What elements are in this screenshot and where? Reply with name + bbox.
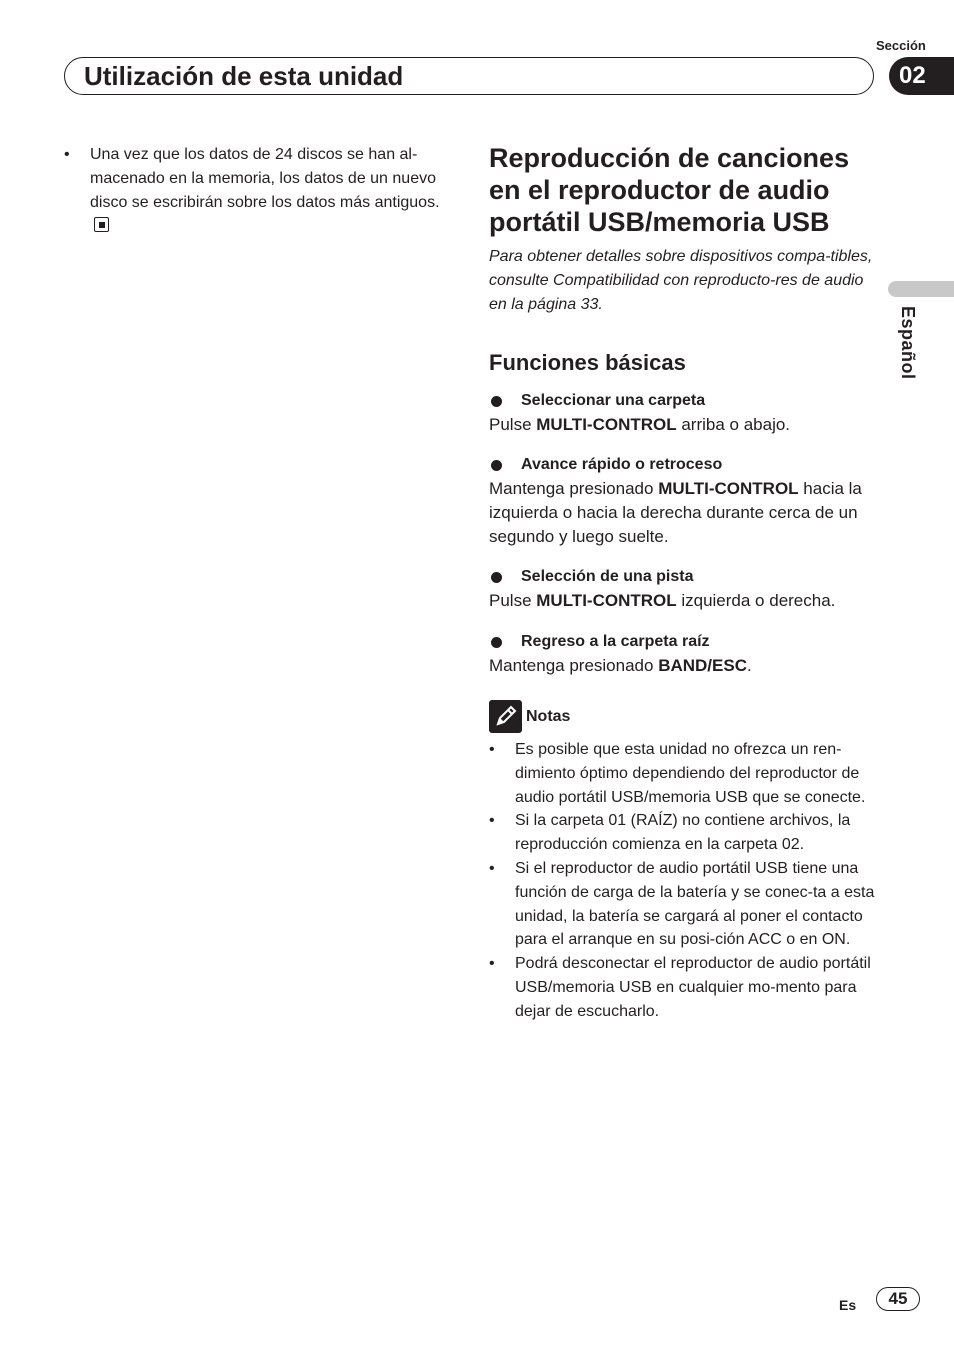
bullet-dot: • [64,146,70,163]
bullet-dot: • [489,955,495,973]
left-bullet-item [64,143,449,239]
bullet-dot [491,460,502,471]
bullet-dot: • [489,741,495,758]
list-item: • Podrá desconectar el reproductor de audio portátil USB/memoria USB en cualquier mo-mento para dejar de escucharlo. [489,952,877,1023]
list-item: • Si el reproductor de audio portátil USB tiene una función de carga de la batería y se conec-ta a esta unidad, la batería se cargará al poner el contacto para el arranque en su posi-ción ACC o en ON. [489,857,877,952]
section-label: Sección [876,38,926,53]
bullet-dot [491,637,502,648]
function-item [489,565,879,613]
left-bullet-text: Una vez que los datos de 24 discos se han al-macenado en la memoria, los datos de un nuevo disco se escribirán sobre los datos más antiguos. [90,146,440,211]
language-tab [888,281,954,297]
page-language-code: Es [839,1297,857,1313]
bullet-dot [491,572,502,583]
function-item [489,453,879,549]
function-description: Mantenga presionado MULTI-CONTROL hacia la izquierda o hacia la derecha durante cerca de un segundo y luego suelte. [489,479,862,546]
language-label: Español [898,306,918,380]
page-title: Utilización de esta unidad [84,61,404,91]
bullet-dot [491,396,502,407]
notes-label: Notas [526,707,571,725]
key-name: MULTI-CONTROL [536,415,677,434]
function-description: Mantenga presionado BAND/ESC. [489,656,752,675]
key-name: BAND/ESC [658,656,747,675]
pencil-icon [489,700,522,733]
subheading-basic-functions: Funciones básicas [489,350,686,375]
function-title: Seleccionar una carpeta [521,392,706,409]
notes-header [489,700,570,733]
function-title: Avance rápido o retroceso [521,456,723,473]
section-heading: Reproducción de canciones en el reproductor de audio portátil USB/memoria USB [489,143,850,237]
key-name: MULTI-CONTROL [658,479,799,498]
notes-list [489,738,877,1024]
list-item: • Si la carpeta 01 (RAÍZ) no contiene archivos, la reproducción comienza en la carpeta 02. [489,809,877,857]
bullet-dot: • [489,859,495,877]
section-number-badge: 02 [889,57,954,95]
function-description: Pulse MULTI-CONTROL arriba o abajo. [489,415,791,434]
function-item [489,389,879,437]
function-description: Pulse MULTI-CONTROL izquierda o derecha. [489,591,836,610]
stop-icon [94,217,109,232]
function-item [489,630,879,678]
function-title: Selección de una pista [521,568,694,585]
page-number: 45 [876,1287,920,1311]
bullet-dot: • [489,812,495,830]
intro-text: Para obtener detalles sobre dispositivos compa-tibles, consulte Compatibilidad con reproducto-res de audio en la página 33. [489,248,873,313]
function-title: Regreso a la carpeta raíz [521,633,710,650]
key-name: MULTI-CONTROL [536,591,677,610]
list-item: • Es posible que esta unidad no ofrezca un ren-dimiento óptimo dependiendo del reproductor de audio portátil USB/memoria USB que se conecte. [489,738,877,809]
